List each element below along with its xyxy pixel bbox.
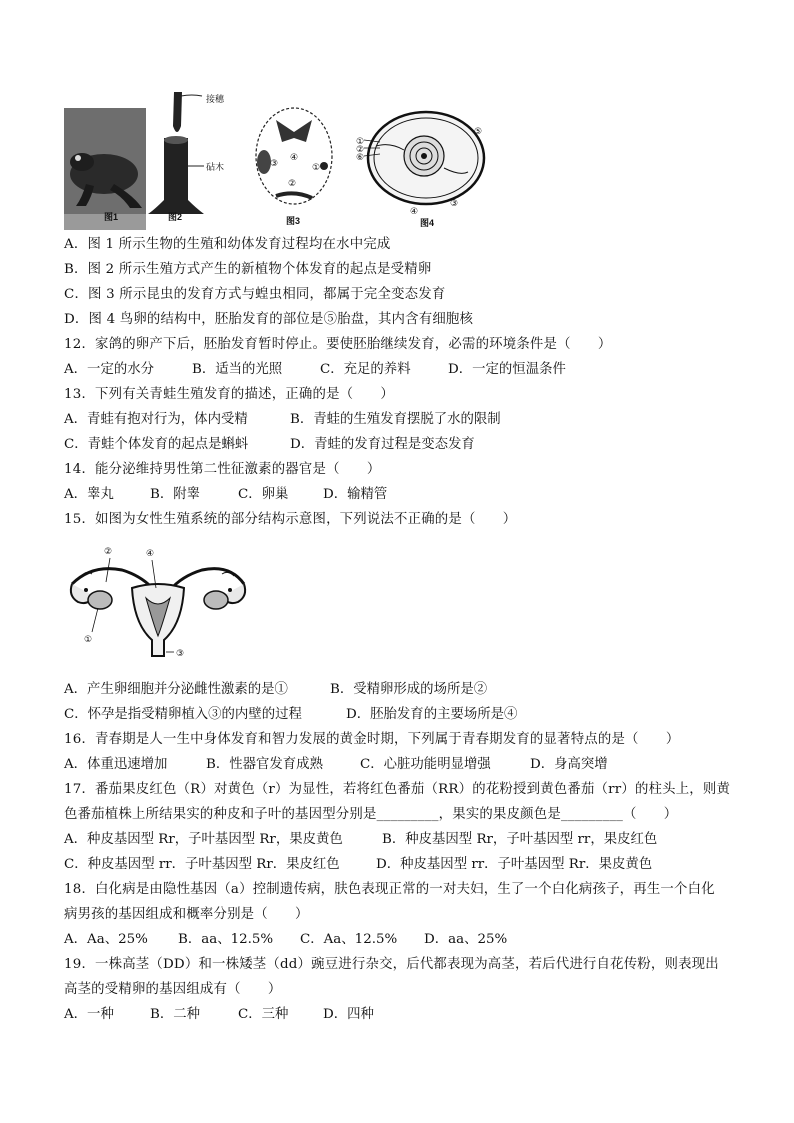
q19-option-c: C．三种 bbox=[238, 1007, 289, 1022]
q12-option-d: D．一定的恒温条件 bbox=[448, 362, 566, 377]
fig4-label-5: ⑤ bbox=[474, 127, 483, 137]
q19-option-d: D．四种 bbox=[323, 1007, 374, 1022]
q14-option-d: D．输精管 bbox=[323, 487, 388, 502]
q18-option-d: D．aa、25% bbox=[424, 932, 508, 947]
q17-stem-line2: 色番茄植株上所结果实的种皮和子叶的基因型分别是_________，果实的果皮颜色是_________（ ） bbox=[64, 807, 678, 822]
fig2-grafting-image bbox=[148, 92, 204, 214]
q15-female-reproductive-diagram bbox=[62, 540, 252, 666]
q13-option-b: B．青蛙的生殖发育摆脱了水的限制 bbox=[290, 412, 501, 427]
fig3-label-2: ② bbox=[288, 179, 297, 189]
fig4-label-1: ① bbox=[356, 137, 365, 147]
q15-fig-label-2: ② bbox=[104, 547, 113, 557]
q14-option-c: C．卵巢 bbox=[238, 487, 289, 502]
q18-option-a: A．Aa、25% bbox=[64, 932, 148, 947]
q15-fig-label-1: ① bbox=[84, 635, 93, 645]
q12-stem: 12．家鸽的卵产下后，胚胎发育暂时停止。要使胚胎继续发育，必需的环境条件是（ ） bbox=[64, 337, 612, 352]
q11-option-a: A．图 1 所示生物的生殖和幼体发育过程均在水中完成 bbox=[64, 237, 391, 252]
q13-stem: 13．下列有关青蛙生殖发育的描述，正确的是（ ） bbox=[64, 387, 395, 402]
q15-stem: 15．如图为女性生殖系统的部分结构示意图，下列说法不正确的是（ ） bbox=[64, 512, 517, 527]
fig3-label-1: ① bbox=[312, 163, 321, 173]
q19-option-a: A．一种 bbox=[64, 1007, 114, 1022]
q11-option-c: C．图 3 所示昆虫的发育方式与蝗虫相同，都属于完全变态发育 bbox=[64, 287, 446, 302]
q11-option-b: B．图 2 所示生殖方式产生的新植物个体发育的起点是受精卵 bbox=[64, 262, 432, 277]
figure-strip-top bbox=[64, 86, 494, 232]
fig2-label-stock: 砧木 bbox=[206, 163, 225, 173]
q14-option-b: B．附睾 bbox=[150, 487, 201, 502]
q16-stem: 16．青春期是人一生中身体发育和智力发展的黄金时期，下列属于青春期发育的显著特点的是（ ） bbox=[64, 732, 680, 747]
fig4-label-2: ② bbox=[356, 145, 365, 155]
q15-fig-label-4: ④ bbox=[146, 549, 155, 559]
fig2-label-scion: 接穗 bbox=[206, 95, 225, 105]
q16-option-d: D．身高突增 bbox=[530, 757, 608, 772]
q16-option-c: C．心脏功能明显增强 bbox=[360, 757, 491, 772]
q13-option-d: D．青蛙的发育过程是变态发育 bbox=[290, 437, 475, 452]
q18-option-b: B．aa、12.5% bbox=[178, 932, 274, 947]
fig1-caption: 图1 bbox=[104, 212, 119, 222]
q17-stem-line1: 17．番茄果皮红色（R）对黄色（r）为显性，若将红色番茄（RR）的花粉授到黄色番茄（rr）的柱头上，则黄 bbox=[64, 782, 731, 797]
fig2-caption: 图2 bbox=[168, 212, 183, 222]
q13-option-c: C．青蛙个体发育的起点是蝌蚪 bbox=[64, 437, 249, 452]
q18-option-c: C．Aa、12.5% bbox=[300, 932, 398, 947]
q15-option-a: A．产生卵细胞并分泌雌性激素的是① bbox=[64, 682, 288, 697]
q11-option-d: D．图 4 鸟卵的结构中，胚胎发育的部位是⑤胎盘，其内含有细胞核 bbox=[64, 312, 474, 327]
q19-stem-line1: 19．一株高茎（DD）和一株矮茎（dd）豌豆进行杂交，后代都表现为高茎，若后代进行自花传粉，则表现出 bbox=[64, 957, 719, 972]
q15-option-c: C．怀孕是指受精卵植入③的内壁的过程 bbox=[64, 707, 302, 722]
q17-option-b: B．种皮基因型 Rr，子叶基因型 rr，果皮红色 bbox=[382, 832, 658, 847]
fig4-label-6: ⑥ bbox=[356, 153, 365, 163]
q18-stem-line2: 病男孩的基因组成和概率分别是（ ） bbox=[64, 907, 309, 922]
q15-option-b: B．受精卵形成的场所是② bbox=[330, 682, 488, 697]
fig4-caption: 图4 bbox=[420, 218, 435, 228]
fig3-caption: 图3 bbox=[286, 216, 301, 226]
q19-option-b: B．二种 bbox=[150, 1007, 201, 1022]
q15-option-d: D．胚胎发育的主要场所是④ bbox=[346, 707, 518, 722]
fig3-label-4: ④ bbox=[290, 153, 299, 163]
q17-option-c: C．种皮基因型 rr．子叶基因型 Rr．果皮红色 bbox=[64, 857, 340, 872]
q13-option-a: A．青蛙有抱对行为，体内受精 bbox=[64, 412, 248, 427]
fig4-bird-egg-image bbox=[364, 112, 484, 204]
q14-option-a: A．睾丸 bbox=[64, 487, 114, 502]
q18-stem-line1: 18．白化病是由隐性基因（a）控制遗传病，肤色表现正常的一对夫妇，生了一个白化病孩子，再生一个白化 bbox=[64, 882, 715, 897]
fig4-label-3: ③ bbox=[450, 199, 459, 209]
fig4-label-4: ④ bbox=[410, 207, 419, 217]
q16-option-a: A．体重迅速增加 bbox=[64, 757, 168, 772]
q14-stem: 14．能分泌维持男性第二性征激素的器官是（ ） bbox=[64, 462, 381, 477]
q12-option-b: B．适当的光照 bbox=[192, 362, 283, 377]
q12-option-c: C．充足的养料 bbox=[320, 362, 411, 377]
q15-fig-label-3: ③ bbox=[176, 649, 185, 659]
q19-stem-line2: 高茎的受精卵的基因组成有（ ） bbox=[64, 982, 282, 997]
q17-option-d: D．种皮基因型 rr．子叶基因型 Rr．果皮黄色 bbox=[376, 857, 653, 872]
q12-option-a: A．一定的水分 bbox=[64, 362, 155, 377]
fig3-label-3: ③ bbox=[270, 159, 279, 169]
q17-option-a: A．种皮基因型 Rr，子叶基因型 Rr，果皮黄色 bbox=[64, 832, 343, 847]
q16-option-b: B．性器官发育成熟 bbox=[206, 757, 323, 772]
